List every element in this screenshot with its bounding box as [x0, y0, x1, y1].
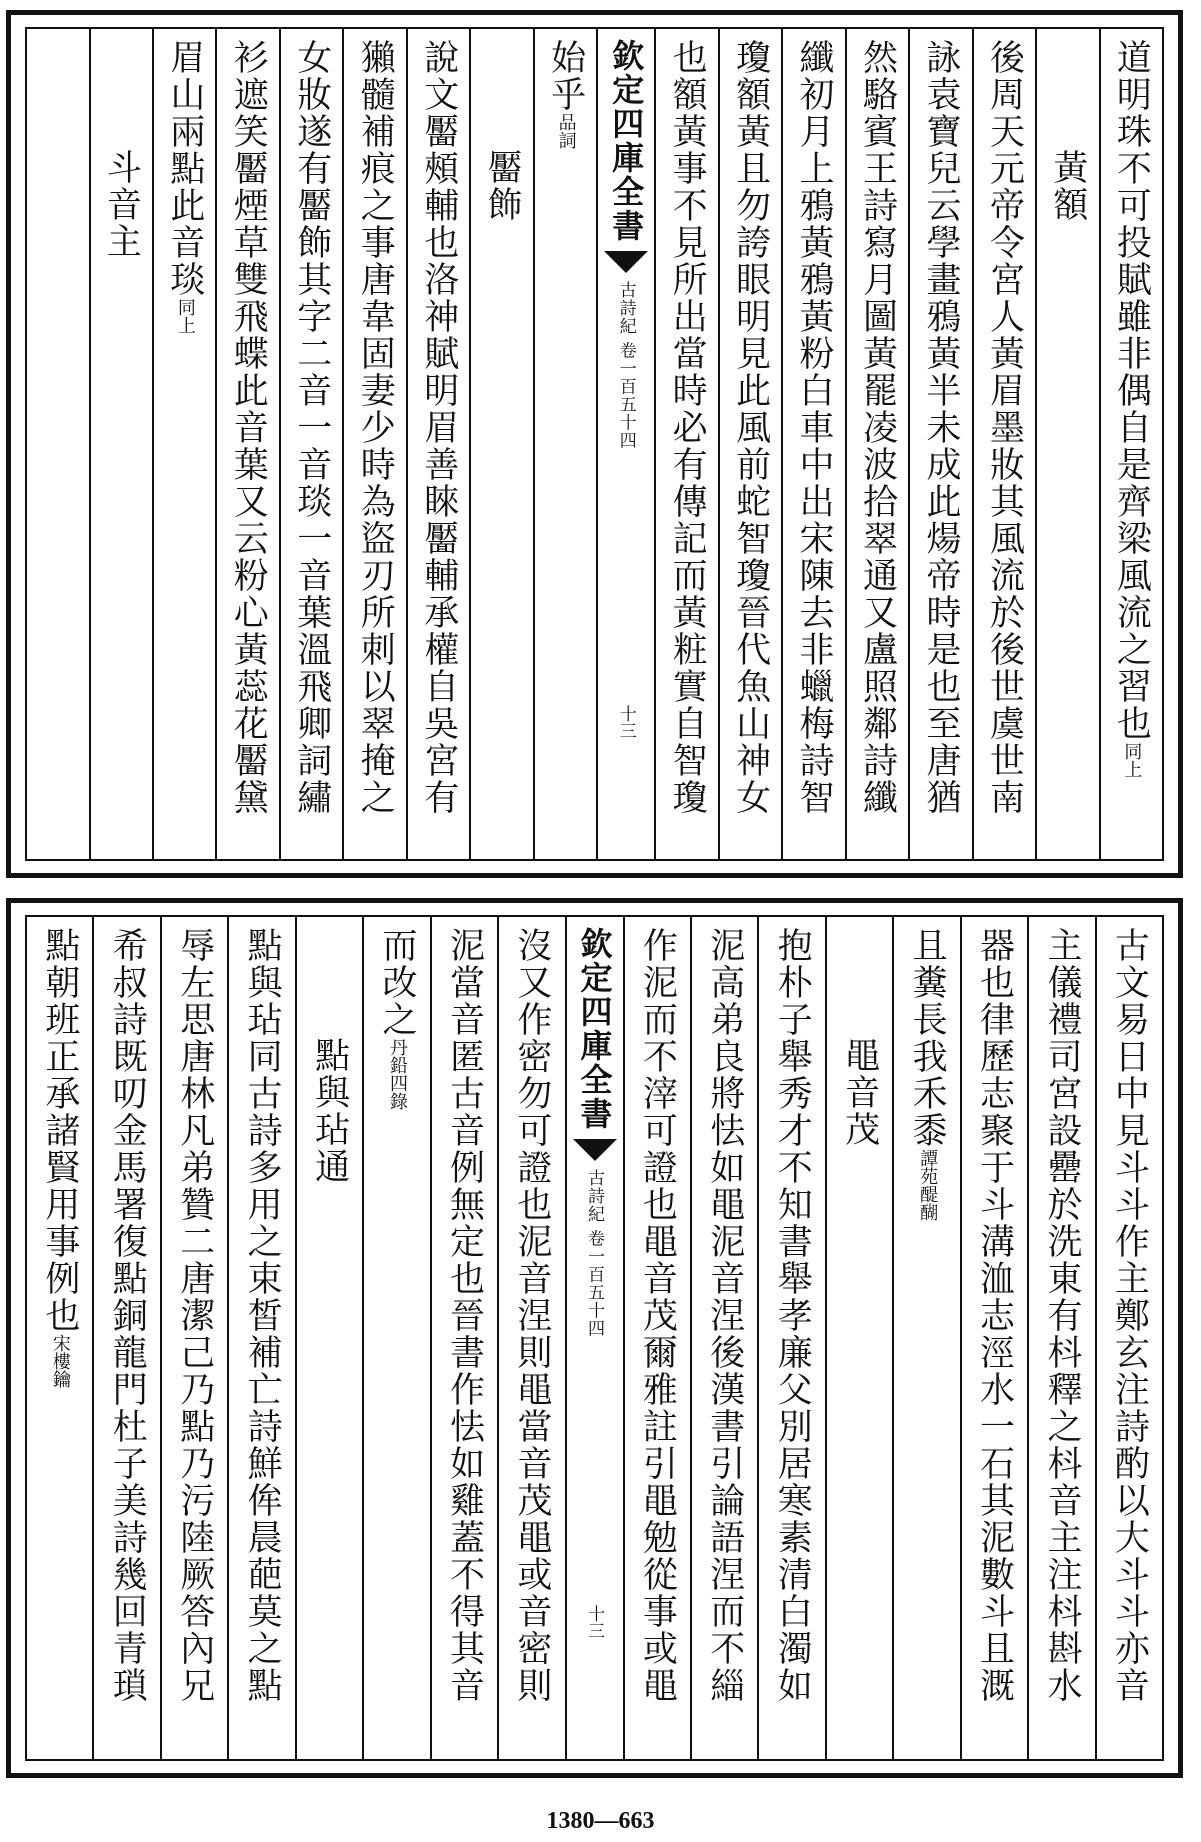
column-main-text: 獺髓補痕之事唐韋固妻少時為盜刃所刺以翠掩之 — [355, 39, 396, 816]
section-heading — [1048, 29, 1088, 859]
section-heading — [839, 917, 879, 1759]
bottom-page — [6, 898, 1183, 1778]
column-main-text: 衫遮笑靨煙草雙飛蝶此音葉又云粉心黃蕊花靨黛 — [228, 39, 269, 816]
column-main-text: 黃額 — [1047, 149, 1088, 223]
source-note: 丹鉛四錄 — [387, 1038, 409, 1110]
column-main-text: 點與玷同古詩多用之束皙補亡詩鮮侔晨葩莫之點 — [242, 927, 283, 1704]
column-text — [512, 917, 552, 1759]
text-column — [781, 29, 844, 859]
column-text — [242, 917, 282, 1759]
column-main-text: 然駱賓王詩寫月圖黃罷凌波拾翠通又盧照鄰詩纖 — [857, 39, 898, 816]
column-text — [40, 917, 80, 1759]
volume-label: 古詩紀 卷一百五十四 — [584, 1169, 604, 1338]
column-main-text: 抱朴子舉秀才不知書舉孝廉父別居寒素清白濁如 — [772, 927, 813, 1704]
column-main-text: 始乎 — [545, 39, 586, 113]
text-column — [718, 29, 781, 859]
fish-tail-mark-icon — [604, 251, 648, 273]
text-column — [654, 29, 717, 859]
column-text — [637, 917, 677, 1759]
column-text — [974, 917, 1014, 1759]
column-text — [228, 29, 268, 859]
column-main-text: 作泥而不滓可證也黽音茂爾雅註引黽勉從事或黽 — [637, 927, 678, 1704]
column-main-text: 古文易日中見斗斗作主鄭玄注詩酌以大斗斗亦音 — [1109, 927, 1150, 1704]
column-text — [545, 29, 585, 859]
column-main-text: 黽音茂 — [839, 1037, 880, 1148]
column-main-text: 後周天元帝令宮人黃眉墨妝其風流於後世虞世南 — [984, 39, 1025, 816]
text-column — [533, 29, 596, 859]
text-column — [92, 917, 159, 1759]
text-column — [469, 29, 532, 859]
column-main-text: 泥高弟良將怯如黽泥音涅後漢書引論語涅而不緇 — [704, 927, 745, 1704]
column-main-text: 點與玷通 — [309, 1037, 350, 1185]
leaf-number: 十三 — [615, 705, 636, 739]
text-column — [295, 917, 362, 1759]
column-main-text: 也額黃事不見所出當時必有傳記而黃粧實自智瓊 — [667, 39, 708, 816]
text-column — [89, 29, 152, 859]
column-main-text: 瓊額黃且勿誇眼明見此風前蛇智瓊晉代魚山神女 — [730, 39, 771, 816]
column-text — [857, 29, 897, 859]
column-main-text: 器也律歷志聚于斗溝洫志涇水一石其泥數斗且溉 — [974, 927, 1015, 1704]
column-text — [1109, 917, 1149, 1759]
text-column — [406, 29, 469, 859]
text-column — [690, 917, 757, 1759]
source-note: 品詞 — [555, 113, 577, 149]
page-number: 1380—663 — [546, 1808, 655, 1834]
column-main-text: 且糞長我禾黍 — [907, 927, 948, 1149]
text-column — [1099, 29, 1162, 859]
column-main-text: 主儀禮司宮設罍於洗東有枓釋之枓音主注枓斟水 — [1041, 927, 1082, 1704]
text-column — [972, 29, 1035, 859]
column-text — [444, 917, 484, 1759]
text-column — [215, 29, 278, 859]
column-text — [984, 29, 1024, 859]
column-text — [165, 29, 205, 859]
column-main-text: 泥當音匿古音例無定也晉書作怯如雞蓋不得其音 — [444, 927, 485, 1704]
section-heading — [482, 29, 522, 859]
volume-label: 古詩紀 卷一百五十四 — [615, 281, 636, 450]
text-column — [362, 917, 429, 1759]
column-main-text: 眉山兩點此音琰 — [164, 39, 205, 298]
column-text — [1111, 29, 1151, 859]
column-main-text: 纖初月上鴉黃鴉黃粉白車中出宋陳去非蠟梅詩智 — [794, 39, 835, 816]
column-text — [1042, 917, 1082, 1759]
text-column — [279, 29, 342, 859]
column-text — [355, 29, 395, 859]
column-main-text: 希叔詩既叨金馬署復點銅龍門杜子美詩幾回青瑣 — [107, 927, 148, 1704]
text-column — [825, 917, 892, 1759]
column-main-text: 而改之 — [377, 927, 418, 1038]
column-main-text: 詠袁寶兒云學畫鴉黃半未成此煬帝時是也至唐猶 — [920, 39, 961, 816]
text-column — [430, 917, 497, 1759]
column-text — [921, 29, 961, 859]
top-page-columns — [25, 27, 1164, 861]
column-text — [377, 917, 417, 1759]
center-column-heading — [596, 29, 654, 859]
column-main-text: 道明珠不可投賦雖非偶自是齊梁風流之習也 — [1111, 39, 1152, 742]
column-text — [292, 29, 332, 859]
text-column — [27, 29, 88, 859]
source-note: 譚苑醍醐 — [917, 1149, 939, 1221]
fish-tail-mark-icon — [573, 1139, 617, 1161]
column-text — [772, 917, 812, 1759]
text-column — [1095, 917, 1162, 1759]
column-text — [730, 29, 770, 859]
text-column — [152, 29, 215, 859]
column-main-text: 沒又作密勿可證也泥音涅則黽當音茂黽或音密則 — [511, 927, 552, 1704]
column-main-text: 辱左思唐林凡弟贊二唐潔己乃點乃污陸厥答內兄 — [174, 927, 215, 1704]
text-column — [908, 29, 971, 859]
column-main-text: 靨飾 — [482, 149, 523, 223]
text-column — [1027, 917, 1094, 1759]
column-main-text: 女妝遂有靨飾其字二音一音琰一音葉溫飛卿詞繡 — [291, 39, 332, 816]
column-main-text: 點朝班正承諸賢用事例也 — [39, 927, 80, 1334]
column-text — [794, 29, 834, 859]
book-title: 欽定四庫全書 — [607, 39, 646, 243]
center-column-heading — [565, 917, 623, 1759]
column-main-text: 說文靨頰輔也洛神賦明眉善睞靨輔承權自吳宮有 — [418, 39, 459, 816]
text-column — [960, 917, 1027, 1759]
column-text — [705, 917, 745, 1759]
text-column — [757, 917, 824, 1759]
column-text — [107, 917, 147, 1759]
text-column — [342, 29, 405, 859]
source-note: 同上 — [1121, 742, 1143, 778]
top-page — [6, 10, 1183, 878]
text-column — [845, 29, 908, 859]
text-column — [160, 917, 227, 1759]
column-text — [907, 917, 947, 1759]
book-title: 欽定四庫全書 — [575, 927, 614, 1131]
source-note: 同上 — [174, 298, 196, 334]
text-column — [623, 917, 690, 1759]
text-column — [227, 917, 294, 1759]
column-text — [174, 917, 214, 1759]
column-text — [418, 29, 458, 859]
bottom-page-columns — [25, 915, 1164, 1761]
leaf-number: 十三 — [584, 1605, 604, 1639]
text-column — [892, 917, 959, 1759]
section-heading — [309, 917, 349, 1759]
source-note: 宋樓鑰 — [49, 1334, 71, 1388]
section-heading — [101, 29, 141, 859]
column-main-text: 斗音主 — [101, 149, 142, 260]
text-column — [497, 917, 564, 1759]
text-column — [1035, 29, 1098, 859]
text-column — [27, 917, 92, 1759]
column-text — [667, 29, 707, 859]
